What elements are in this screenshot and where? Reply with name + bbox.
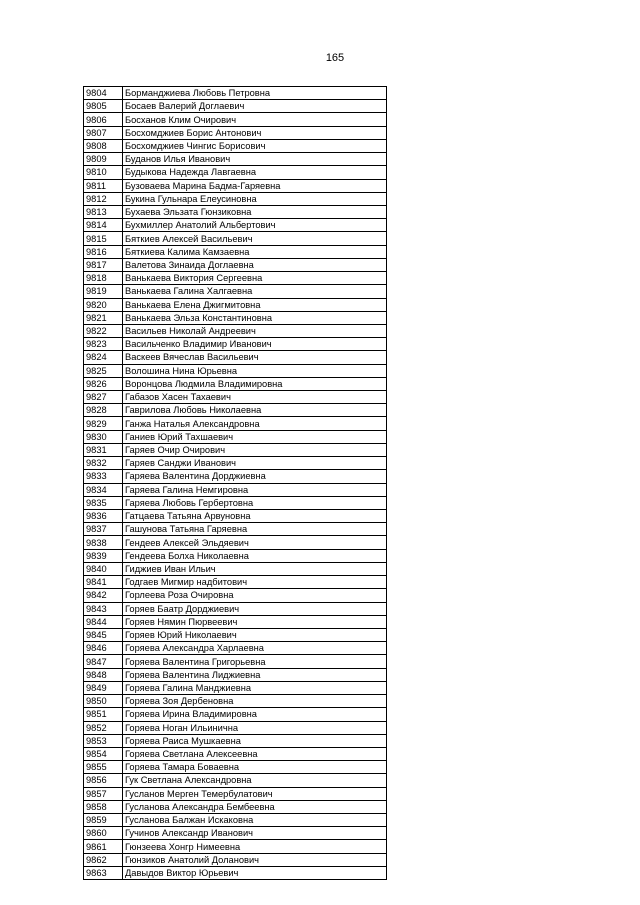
row-number: 9848	[84, 668, 123, 681]
table-row	[84, 642, 387, 655]
row-number: 9818	[84, 272, 123, 285]
row-number: 9830	[84, 430, 123, 443]
person-name: Бухаева Эльзата Гюнзиковна	[123, 205, 387, 218]
table-row	[84, 681, 387, 694]
person-name: Горяева Светлана Алексеевна	[123, 747, 387, 760]
person-name: Горяева Александра Харлаевна	[123, 642, 387, 655]
row-number: 9831	[84, 443, 123, 456]
person-name: Гук Светлана Александровна	[123, 774, 387, 787]
row-number: 9857	[84, 787, 123, 800]
person-name: Ванькаева Виктория Сергеевна	[123, 272, 387, 285]
row-number: 9819	[84, 285, 123, 298]
row-number: 9835	[84, 496, 123, 509]
row-number: 9856	[84, 774, 123, 787]
person-name: Босаев Валерий Доглаевич	[123, 100, 387, 113]
person-name: Босхомджиев Чингис Борисович	[123, 139, 387, 152]
row-number: 9812	[84, 192, 123, 205]
table-row	[84, 668, 387, 681]
row-number: 9813	[84, 205, 123, 218]
person-name: Ванькаева Елена Джигмитовна	[123, 298, 387, 311]
row-number: 9861	[84, 840, 123, 853]
row-number: 9826	[84, 377, 123, 390]
table-row	[84, 602, 387, 615]
table-row	[84, 364, 387, 377]
row-number: 9847	[84, 655, 123, 668]
table-row	[84, 205, 387, 218]
row-number: 9844	[84, 615, 123, 628]
person-name: Ганжа Наталья Александровна	[123, 417, 387, 430]
table-row	[84, 628, 387, 641]
row-number: 9837	[84, 523, 123, 536]
person-name: Горяева Валентина Лиджиевна	[123, 668, 387, 681]
table-row	[84, 496, 387, 509]
row-number: 9854	[84, 747, 123, 760]
row-number: 9843	[84, 602, 123, 615]
table-row	[84, 536, 387, 549]
person-name: Горяева Ноган Ильинична	[123, 721, 387, 734]
table-row	[84, 126, 387, 139]
table-row	[84, 192, 387, 205]
row-number: 9850	[84, 695, 123, 708]
row-number: 9859	[84, 814, 123, 827]
table-row	[84, 219, 387, 232]
person-name: Горяева Валентина Григорьевна	[123, 655, 387, 668]
row-number: 9809	[84, 153, 123, 166]
row-number: 9828	[84, 404, 123, 417]
table-row	[84, 761, 387, 774]
row-number: 9855	[84, 761, 123, 774]
table-row	[84, 787, 387, 800]
person-name: Гаряев Санджи Иванович	[123, 457, 387, 470]
table-row	[84, 510, 387, 523]
table-row	[84, 417, 387, 430]
row-number: 9820	[84, 298, 123, 311]
person-name: Борманджиева Любовь Петровна	[123, 87, 387, 100]
row-number: 9858	[84, 800, 123, 813]
row-number: 9842	[84, 589, 123, 602]
person-name: Горяева Зоя Дербеновна	[123, 695, 387, 708]
table-row	[84, 430, 387, 443]
row-number: 9817	[84, 258, 123, 271]
table-row	[84, 404, 387, 417]
table-row	[84, 100, 387, 113]
person-name: Гаврилова Любовь Николаевна	[123, 404, 387, 417]
row-number: 9832	[84, 457, 123, 470]
person-name: Горяева Галина Манджиевна	[123, 681, 387, 694]
row-number: 9816	[84, 245, 123, 258]
table-row	[84, 827, 387, 840]
row-number: 9823	[84, 338, 123, 351]
table-row	[84, 113, 387, 126]
person-name: Давыдов Виктор Юрьевич	[123, 866, 387, 879]
row-number: 9849	[84, 681, 123, 694]
person-name: Гаряева Галина Немгировна	[123, 483, 387, 496]
person-name: Бузоваева Марина Бадма-Гаряевна	[123, 179, 387, 192]
row-number: 9833	[84, 470, 123, 483]
row-number: 9827	[84, 391, 123, 404]
person-name: Гендеев Алексей Эльдяевич	[123, 536, 387, 549]
row-number: 9851	[84, 708, 123, 721]
table-row	[84, 774, 387, 787]
person-name: Бухмиллер Анатолий Альбертович	[123, 219, 387, 232]
table-row	[84, 443, 387, 456]
person-name: Горяев Юрий Николаевич	[123, 628, 387, 641]
person-name: Гендеева Болха Николаевна	[123, 549, 387, 562]
person-name: Босханов Клим Очирович	[123, 113, 387, 126]
table-row	[84, 721, 387, 734]
table-row	[84, 562, 387, 575]
table-row	[84, 549, 387, 562]
table-row	[84, 800, 387, 813]
row-number: 9860	[84, 827, 123, 840]
table-row	[84, 866, 387, 879]
table-row	[84, 655, 387, 668]
table-row	[84, 615, 387, 628]
person-name: Горяева Тамара Боваевна	[123, 761, 387, 774]
table-row	[84, 457, 387, 470]
person-name: Гюнзеева Хонгр Нимеевна	[123, 840, 387, 853]
row-number: 9825	[84, 364, 123, 377]
person-name: Буданов Илья Иванович	[123, 153, 387, 166]
person-name: Гюнзиков Анатолий Доланович	[123, 853, 387, 866]
row-number: 9845	[84, 628, 123, 641]
person-name: Горяева Раиса Мушкаевна	[123, 734, 387, 747]
row-number: 9846	[84, 642, 123, 655]
person-name: Гусланов Мерген Темербулатович	[123, 787, 387, 800]
table-row	[84, 258, 387, 271]
row-number: 9811	[84, 179, 123, 192]
table-row	[84, 377, 387, 390]
table-row	[84, 853, 387, 866]
person-name: Ванькаева Галина Халгаевна	[123, 285, 387, 298]
person-name: Годгаев Мигмир надбитович	[123, 576, 387, 589]
row-number: 9841	[84, 576, 123, 589]
person-name: Валетова Зинаида Доглаевна	[123, 258, 387, 271]
person-name: Горяева Ирина Владимировна	[123, 708, 387, 721]
person-name: Горяев Нямин Пюрвеевич	[123, 615, 387, 628]
row-number: 9834	[84, 483, 123, 496]
row-number: 9814	[84, 219, 123, 232]
row-number: 9853	[84, 734, 123, 747]
person-name: Ганиев Юрий Тахшаевич	[123, 430, 387, 443]
row-number: 9821	[84, 311, 123, 324]
row-number: 9863	[84, 866, 123, 879]
person-name: Васильев Николай Андреевич	[123, 324, 387, 337]
person-name: Волошина Нина Юрьевна	[123, 364, 387, 377]
table-row	[84, 695, 387, 708]
table-row	[84, 166, 387, 179]
person-name: Босхомджиев Борис Антонович	[123, 126, 387, 139]
table-row	[84, 734, 387, 747]
person-name: Гиджиев Иван Ильич	[123, 562, 387, 575]
row-number: 9839	[84, 549, 123, 562]
table-row	[84, 87, 387, 100]
table-row	[84, 840, 387, 853]
table-row	[84, 298, 387, 311]
table-row	[84, 179, 387, 192]
table-row	[84, 814, 387, 827]
table-row	[84, 311, 387, 324]
registry-table	[83, 86, 387, 880]
person-name: Васкеев Вячеслав Васильевич	[123, 351, 387, 364]
person-name: Гусланова Балжан Искаковна	[123, 814, 387, 827]
row-number: 9804	[84, 87, 123, 100]
person-name: Букина Гульнара Елеусиновна	[123, 192, 387, 205]
person-name: Гучинов Александр Иванович	[123, 827, 387, 840]
row-number: 9808	[84, 139, 123, 152]
table-row	[84, 708, 387, 721]
row-number: 9822	[84, 324, 123, 337]
person-name: Габазов Хасен Тахаевич	[123, 391, 387, 404]
row-number: 9824	[84, 351, 123, 364]
table-row	[84, 391, 387, 404]
person-name: Васильченко Владимир Иванович	[123, 338, 387, 351]
table-row	[84, 351, 387, 364]
table-row	[84, 470, 387, 483]
row-number: 9836	[84, 510, 123, 523]
person-name: Бяткиев Алексей Васильевич	[123, 232, 387, 245]
person-name: Воронцова Людмила Владимировна	[123, 377, 387, 390]
table-row	[84, 483, 387, 496]
row-number: 9810	[84, 166, 123, 179]
table-row	[84, 245, 387, 258]
table-row	[84, 285, 387, 298]
table-row	[84, 589, 387, 602]
person-name: Гаряев Очир Очирович	[123, 443, 387, 456]
person-name: Гаряева Любовь Гербертовна	[123, 496, 387, 509]
person-name: Гаряева Валентина Дорджиевна	[123, 470, 387, 483]
row-number: 9807	[84, 126, 123, 139]
row-number: 9805	[84, 100, 123, 113]
person-name: Бяткиева Калима Камзаевна	[123, 245, 387, 258]
person-name: Будыкова Надежда Лавгаевна	[123, 166, 387, 179]
row-number: 9815	[84, 232, 123, 245]
row-number: 9852	[84, 721, 123, 734]
table-row	[84, 576, 387, 589]
person-name: Ванькаева Эльза Константиновна	[123, 311, 387, 324]
row-number: 9838	[84, 536, 123, 549]
registry-body	[84, 87, 387, 880]
row-number: 9829	[84, 417, 123, 430]
table-row	[84, 324, 387, 337]
row-number: 9840	[84, 562, 123, 575]
table-row	[84, 139, 387, 152]
table-row	[84, 232, 387, 245]
person-name: Гашунова Татьяна Гаряевна	[123, 523, 387, 536]
table-row	[84, 272, 387, 285]
table-row	[84, 747, 387, 760]
page-number: 165	[325, 52, 345, 64]
row-number: 9862	[84, 853, 123, 866]
person-name: Горяев Баатр Дорджиевич	[123, 602, 387, 615]
person-name: Гусланова Александра Бембеевна	[123, 800, 387, 813]
person-name: Горлеева Роза Очировна	[123, 589, 387, 602]
table-row	[84, 338, 387, 351]
table-row	[84, 153, 387, 166]
row-number: 9806	[84, 113, 123, 126]
person-name: Гатцаева Татьяна Арвуновна	[123, 510, 387, 523]
table-row	[84, 523, 387, 536]
